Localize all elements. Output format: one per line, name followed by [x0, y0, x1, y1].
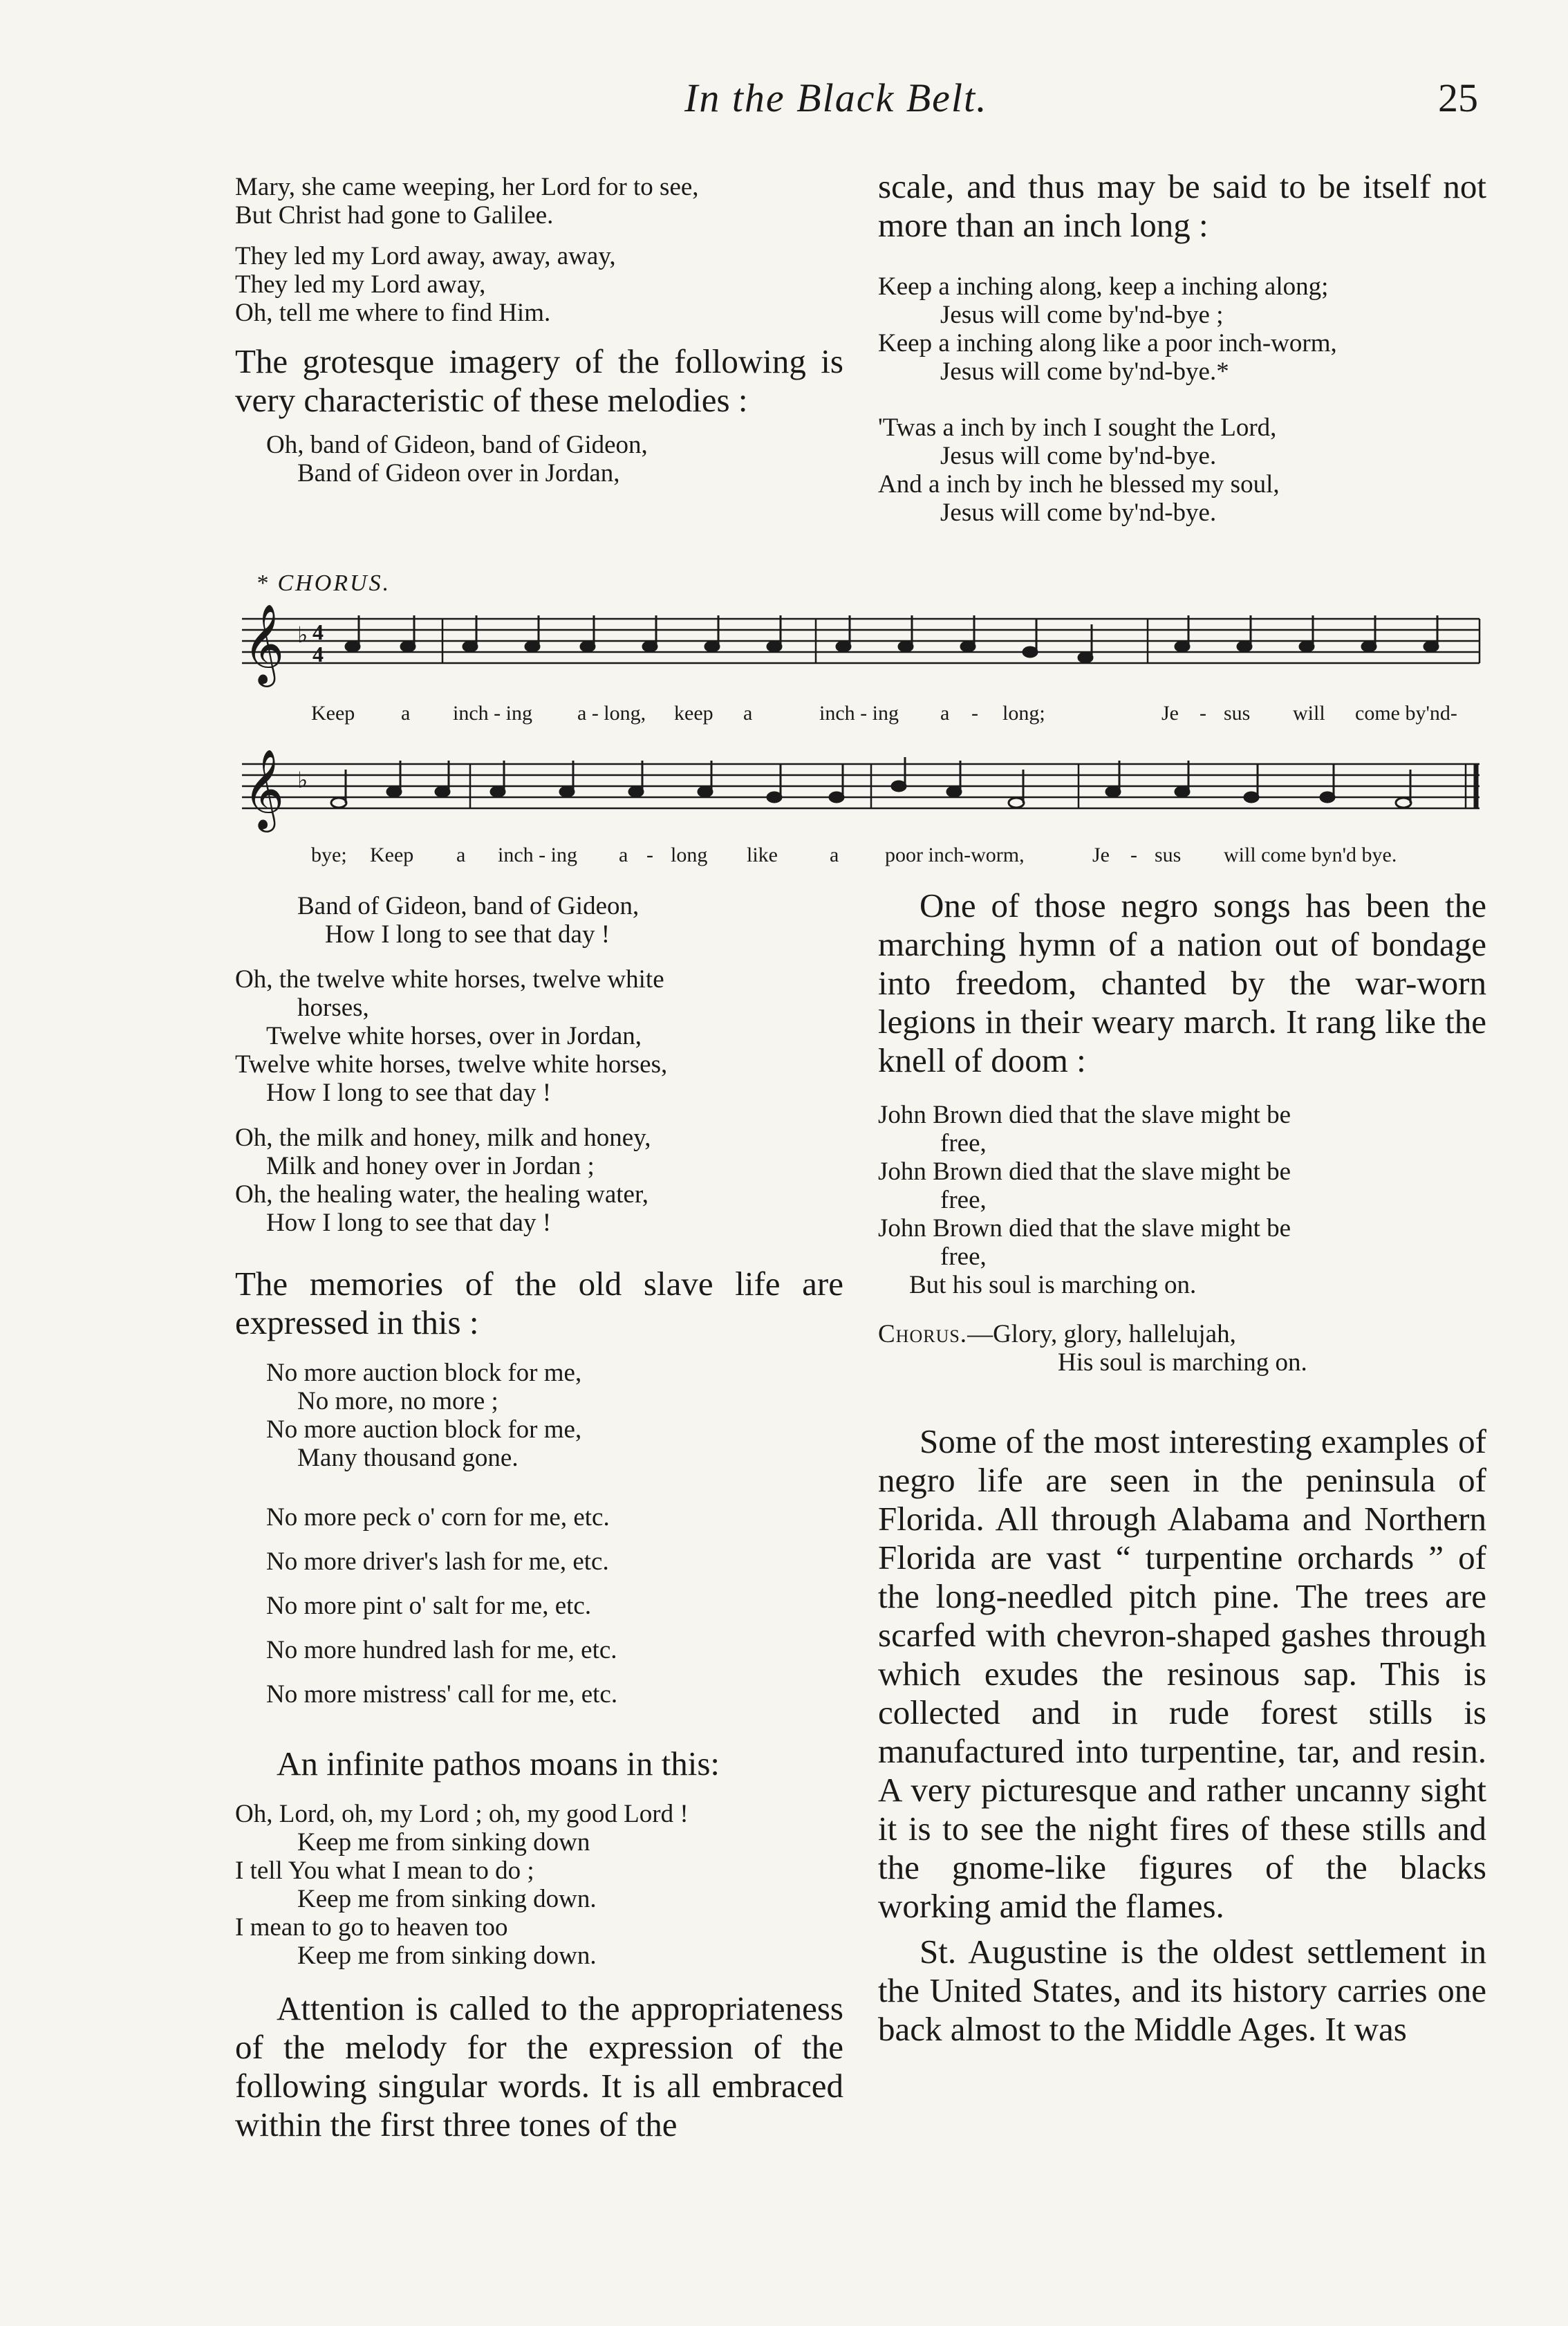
verse-line: horses, — [297, 994, 369, 1022]
lyric: sus — [1224, 702, 1251, 725]
verse-line: John Brown died that the slave might be — [878, 1214, 1291, 1243]
verse-line: 'Twas a inch by inch I sought the Lord, — [878, 413, 1277, 442]
paragraph-infinite-pathos: An infinite pathos moans in this: — [277, 1744, 720, 1783]
lyric: a - long, — [577, 702, 646, 725]
paragraph-st-augustine: St. Augustine is the oldest settlement in the United States, and its history carries one back almost to the Middle Ages. It was — [878, 1933, 1486, 2048]
verse-line: How I long to see that day ! — [266, 1079, 552, 1107]
verse-line: John Brown died that the slave might be — [878, 1157, 1291, 1186]
svg-text:♭: ♭ — [297, 767, 308, 792]
lyric: - — [1200, 702, 1206, 725]
verse-line: free, — [940, 1186, 987, 1214]
paragraph-scale: scale, and thus may be said to be itself not more than an inch long : — [878, 167, 1486, 244]
music-lyrics-2 — [235, 844, 1486, 871]
verse-line: Twelve white horses, over in Jordan, — [266, 1022, 642, 1050]
lyric: a — [456, 844, 466, 866]
left-column-bottom — [235, 892, 843, 2144]
verse-line: Jesus will come by'nd-bye.* — [940, 357, 1229, 386]
lyric: long — [671, 844, 708, 866]
lyric: Keep — [370, 844, 414, 866]
verse-milk-and-honey — [235, 1124, 843, 1237]
verse-line: Keep a inching along like a poor inch-worm, — [878, 329, 1337, 357]
verse-line: Mary, she came weeping, her Lord for to see, — [235, 173, 699, 201]
staff-notation-2 — [235, 736, 1486, 854]
verse-line: free, — [940, 1129, 987, 1157]
lyric: bye; — [311, 844, 347, 866]
verse-line: Keep me from sinking down. — [297, 1942, 597, 1970]
verse-line: How I long to see that day ! — [325, 920, 610, 949]
verse-line: Many thousand gone. — [297, 1444, 519, 1472]
svg-text:𝄞: 𝄞 — [243, 748, 285, 829]
verse-keep-a-inching — [878, 272, 1486, 386]
verse-line: Keep me from sinking down — [297, 1828, 590, 1857]
paragraph-memories: The memories of the old slave life are expressed in this : — [235, 1265, 843, 1341]
verse-line: Jesus will come by'nd-bye. — [940, 499, 1217, 527]
lyric: inch - ing — [498, 844, 577, 866]
chorus-label: * CHORUS. — [256, 570, 391, 596]
svg-text:𝄞: 𝄞 — [243, 603, 285, 684]
lyric: long; — [1002, 702, 1045, 725]
verse-line: No more pint o' salt for me, etc. — [266, 1592, 592, 1620]
verse-line: Oh, the milk and honey, milk and honey, — [235, 1124, 651, 1152]
verse-band-of-gideon — [235, 431, 843, 487]
left-column-top — [235, 173, 843, 487]
verse-line: free, — [940, 1243, 987, 1271]
verse-line: No more hundred lash for me, etc. — [266, 1636, 617, 1664]
verse-line: I tell You what I mean to do ; — [235, 1857, 534, 1885]
paragraph-marching-hymn: One of those negro songs has been the marching hymn of a nation out of bondage into freedom, chanted by the war-worn legions in their weary march. It rang like the knell of doom : — [878, 886, 1486, 1079]
paragraph-grotesque-imagery: The grotesque imagery of the following is very characteristic of these melodies : — [235, 342, 843, 419]
lyric: will come byn'd bye. — [1224, 844, 1397, 866]
verse-twelve-white-horses — [235, 965, 843, 1107]
svg-text:4: 4 — [312, 620, 324, 644]
verse-mary — [235, 173, 843, 230]
verse-inch-by-inch — [878, 413, 1486, 527]
lyric: Je — [1161, 702, 1179, 725]
lyric: keep — [674, 702, 713, 725]
running-header — [0, 75, 1568, 130]
verse-line: No more mistress' call for me, etc. — [266, 1680, 618, 1709]
lyric: Keep — [311, 702, 355, 725]
lyric: come by'nd- — [1355, 702, 1457, 725]
verse-line: No more auction block for me, — [266, 1415, 582, 1444]
lyric: a — [619, 844, 628, 866]
lyric: inch - ing — [453, 702, 532, 725]
verse-line: Oh, the twelve white horses, twelve white — [235, 965, 664, 994]
verse-line: His soul is marching on. — [1058, 1348, 1307, 1377]
music-lyrics-1 — [235, 702, 1486, 729]
verse-line: Twelve white horses, twelve white horses, — [235, 1050, 668, 1079]
verse-line: But Christ had gone to Galilee. — [235, 201, 554, 230]
paragraph-attention: Attention is called to the appropriateness of the melody for the expression of the following singular words. It is all embraced within the first three tones of the — [235, 1989, 843, 2143]
right-column-top — [878, 167, 1486, 527]
verse-line: No more driver's lash for me, etc. — [266, 1547, 609, 1576]
lyric: will — [1293, 702, 1325, 725]
chorus-text-label: Chorus. — [878, 1320, 968, 1348]
verse-auction-block — [235, 1359, 843, 1472]
verse-line: Oh, Lord, oh, my Lord ; oh, my good Lord ! — [235, 1800, 689, 1828]
verse-line: Milk and honey over in Jordan ; — [266, 1152, 595, 1180]
svg-text:♭: ♭ — [297, 622, 308, 647]
staff-notation-1 — [235, 591, 1486, 709]
verse-line: How I long to see that day ! — [266, 1209, 552, 1237]
verse-line: Keep me from sinking down. — [297, 1885, 597, 1913]
verse-line: I mean to go to heaven too — [235, 1913, 508, 1942]
music-staff-1 — [235, 591, 1486, 725]
verse-line: Band of Gideon, band of Gideon, — [297, 892, 640, 920]
verse-john-brown — [878, 1101, 1486, 1299]
lyric: poor inch-worm, — [885, 844, 1025, 866]
verse-line: Jesus will come by'nd-bye. — [940, 442, 1217, 470]
verse-sinking-down — [235, 1800, 843, 1970]
verse-line: Oh, tell me where to find Him. — [235, 299, 551, 327]
verse-line: Band of Gideon over in Jordan, — [297, 459, 620, 487]
verse-line: They led my Lord away, — [235, 270, 486, 299]
lyric: a — [401, 702, 411, 725]
verse-no-more — [235, 1496, 843, 1717]
page-number: 25 — [1438, 75, 1478, 120]
verse-line: No more, no more ; — [297, 1387, 498, 1415]
lyric: Je — [1092, 844, 1110, 866]
lyric: a — [830, 844, 839, 866]
verse-line: They led my Lord away, away, away, — [235, 242, 616, 270]
verse-chorus-glory — [878, 1320, 1486, 1377]
lyric: like — [747, 844, 778, 866]
verse-line: —Glory, glory, hallelujah, — [967, 1320, 1236, 1348]
verse-line: Oh, the healing water, the healing water, — [235, 1180, 649, 1209]
verse-band-of-gideon-2 — [235, 892, 843, 949]
verse-line: No more auction block for me, — [266, 1359, 582, 1387]
lyric: sus — [1155, 844, 1182, 866]
lyric: a — [743, 702, 753, 725]
running-title: In the Black Belt. — [684, 75, 988, 120]
verse-line: Keep a inching along, keep a inching along; — [878, 272, 1329, 301]
verse-line: Jesus will come by'nd-bye ; — [940, 301, 1224, 329]
verse-line: John Brown died that the slave might be — [878, 1101, 1291, 1129]
verse-line: No more peck o' corn for me, etc. — [266, 1503, 610, 1532]
lyric: inch - ing — [819, 702, 899, 725]
lyric: - — [646, 844, 653, 866]
lyric: - — [1130, 844, 1137, 866]
right-column-bottom — [878, 886, 1486, 2049]
verse-line: But his soul is marching on. — [909, 1271, 1197, 1299]
lyric: - — [971, 702, 978, 725]
paragraph-florida: Some of the most interesting examples of negro life are seen in the peninsula of Florida. All through Alabama and Northern Florida are vast “ turpentine orchards ” of the long-needled pitch pine. The trees are scarfed with chevron-shaped gashes through which exudes the resinous sap. This is collected and in rude forest stills is manufactured into turpentine, tar, and resin. A very picturesque and rather uncanny sight it is to see the night fires of these stills and the gnome-like figures of the blacks working amid the flames. — [878, 1422, 1486, 1925]
music-staff-2 — [235, 736, 1486, 866]
verse-line: And a inch by inch he blessed my soul, — [878, 470, 1280, 499]
lyric: a — [940, 702, 950, 725]
verse-line: Oh, band of Gideon, band of Gideon, — [266, 431, 648, 459]
svg-text:4: 4 — [312, 642, 324, 667]
verse-led-my-lord — [235, 242, 843, 327]
